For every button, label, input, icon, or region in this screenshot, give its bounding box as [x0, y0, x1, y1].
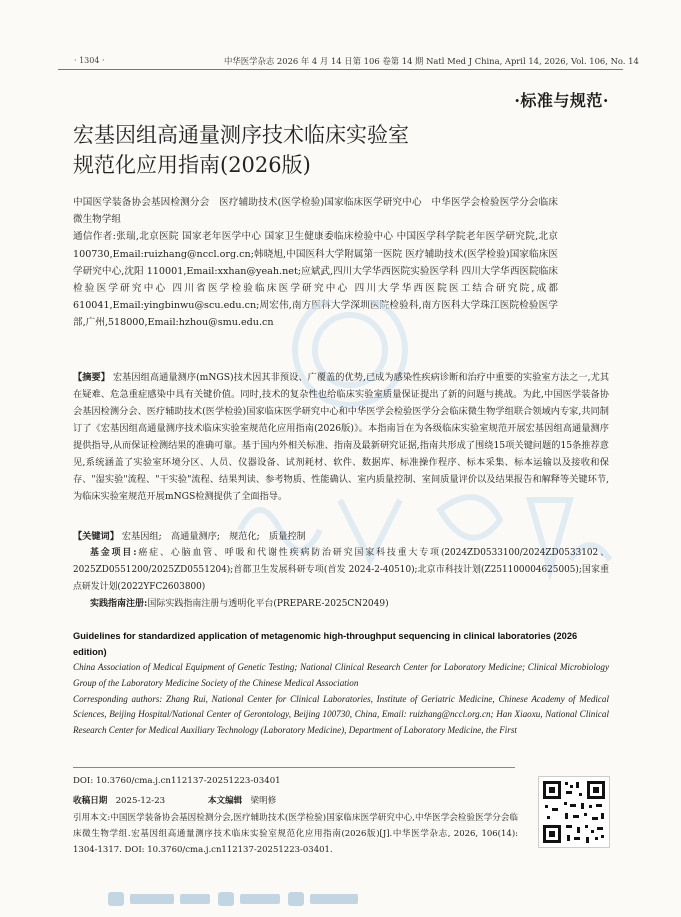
- keywords: [73, 528, 609, 545]
- registry-text: 国际实践指南注册与透明化平台(PREPARE-2025CN2049): [147, 599, 389, 609]
- registry-label: 实践指南注册:: [90, 599, 148, 609]
- guideline-registry: [90, 596, 610, 609]
- column-tag: ·标准与规范·: [514, 91, 609, 110]
- meta-divider: [73, 767, 515, 768]
- english-organizations: China Association of Medical Equipment of Genetic Testing; National Clinical Research Center for Laboratory Medicine; Clinical Microbiology Group of the Laboratory Medicine Society of the Chinese Medical Association: [73, 662, 609, 688]
- journal-logo: [108, 888, 368, 910]
- header-divider: [58, 69, 623, 70]
- keywords-label: 【关键词】: [73, 531, 119, 542]
- title-line-2: 规范化应用指南(2026版): [73, 153, 311, 177]
- abstract-label: 【摘要】: [73, 372, 110, 383]
- page-number: · 1304 ·: [74, 56, 105, 65]
- citation: 引用本文:中国医学装备协会基因检测分会,医疗辅助技术(医学检验)国家临床医学研究中心,中华医学会检验医学分会临床微生物学组.宏基因组高通量测序技术临床实验室规范化应用指南(2026版)[J].中华医学杂志, 2026, 106(14): 1304-1317. DOI: 10.3760/cma.j.cn112137-20251223-03401.: [73, 813, 518, 856]
- english-corresponding-authors: Corresponding authors: Zhang Rui, National Center for Clinical Laboratories, Institute of Geriatric Medicine, Chinese Academy of Medical Sciences, Beijing Hospital/National Center of Gerontology, Beijing 100730, China, Email: ruizhang@nccl.org.cn; Han Xiaoxu, National Clinical Research Center for Medical Auxiliary Technology (Laboratory Medicine), Department of Laboratory Medicine, the First: [73, 693, 609, 736]
- qr-code-icon[interactable]: [538, 776, 610, 848]
- title-line-1: 宏基因组高通量测序技术临床实验室: [73, 123, 409, 147]
- received-label: 收稿日期: [73, 796, 108, 806]
- keywords-text: 宏基因组; 高通量测序; 规范化; 质量控制: [121, 531, 306, 542]
- author-organizations: 中国医学装备协会基因检测分会 医疗辅助技术(医学检验)国家临床医学研究中心 中华医学会检验医学分会临床微生物学组: [73, 197, 558, 226]
- funding: [73, 545, 609, 596]
- english-title: Guidelines for standardized application of metagenomic high-throughput sequencing in clinical laboratories (2026 edition): [73, 631, 578, 657]
- editor-name: 梁明修: [250, 796, 277, 806]
- editor-label: 本文编辑: [207, 796, 243, 806]
- doi: DOI: 10.3760/cma.j.cn112137-20251223-03401: [73, 776, 281, 786]
- english-author-block: [73, 660, 609, 739]
- abstract-text: 宏基因组高通量测序(mNGS)技术因其非预设、广覆盖的优势,已成为感染性疾病诊断和治疗中重要的实验室方法之一,尤其在疑难、危急重症感染中具有关键价值。同时,技术的复杂性也给临床实验室质量保证提出了新的问题与挑战。为此,中国医学装备协会基因检测分会、医疗辅助技术(医学检验)国家临床医学研究中心和中华医学会检验医学分会临床微生物学组联合领域内专家,共同制订了《宏基因组高通量测序技术临床实验室规范化应用指南(2026版)》。本指南旨在为各级临床实验室规范开展宏基因组高通量测序提供指导,从而保证检测结果的准确可靠。基于国内外相关标准、指南及最新研究证据,指南共形成了围绕15项关键问题的15条推荐意见,系统涵盖了实验室环境分区、人员、仪器设备、试剂耗材、软件、数据库、标准操作程序、标本采集、标本运输以及接收和保存、"湿实验"流程、"干实验"流程、结果判读、参考物质、性能确认、室内质量控制、室间质量评价以及结果报告和解释等关键环节,为临床实验室规范开展mNGS检测提供了全面指导。: [73, 372, 610, 502]
- article-dates: [73, 794, 276, 806]
- journal-header: 中华医学杂志 2026 年 4 月 14 日第 106 卷第 14 期 Natl Med J China, April 14, 2026, Vol. 106, No. 14: [224, 56, 639, 66]
- funding-text: 癌症、心脑血管、呼吸和代谢性疾病防治研究国家科技重大专项(2024ZD0533100/2024ZD0533102、2025ZD0551200/2025ZD0551204);首都卫生发展科研专项(首发 2024-2-40510);北京市科技计划(Z251100004625005);国家重点研发计划(2022YFC2603800): [73, 548, 609, 592]
- corresponding-authors: 通信作者:张瑞,北京医院 国家老年医学中心 国家卫生健康委临床检验中心 中国医学科学院老年医学研究院,北京 100730,Email:ruizhang@nccl.org.cn;韩晓旭,中国医科大学附属第一医院 医疗辅助技术(医学检验)国家临床医学研究中心,沈阳 110001,Email:xxhan@yeah.net;应斌武,四川大学华西医院实验医学科 四川大学华西医院临床检验医学研究中心 四川省医学检验临床医学研究中心 四川大学华西医院医工结合研究院,成都 610041,Email:yingbinwu@scu.edu.cn;周宏伟,南方医科大学深圳医院检验科,南方医科大学珠江医院检验医学部,广州,518000,Email:hzhou@smu.edu.cn: [73, 231, 558, 329]
- received-date: 2025-12-23: [115, 796, 166, 806]
- funding-label: 基金项目:: [90, 548, 137, 558]
- abstract: [73, 369, 609, 505]
- article-title: [73, 120, 493, 180]
